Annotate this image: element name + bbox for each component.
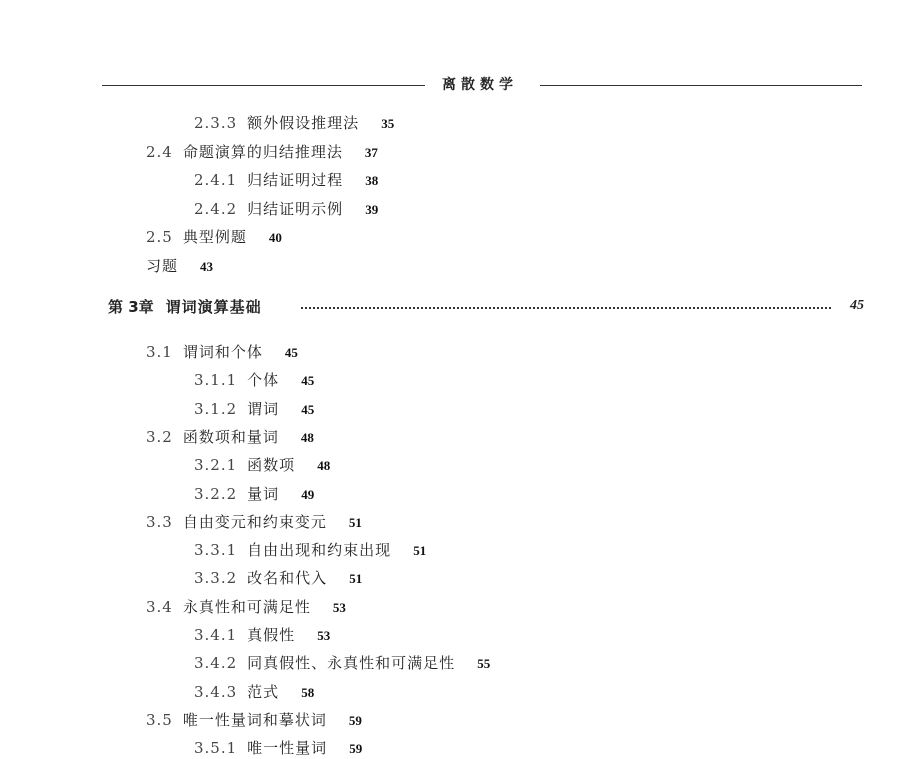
toc-entry[interactable] — [194, 169, 378, 191]
toc-entry-page: 48 — [300, 429, 314, 445]
toc-entry[interactable] — [194, 112, 394, 134]
toc-entry-title: 永真性和可满足性 — [182, 597, 311, 616]
toc-entry-title: 谓词和个体 — [182, 343, 263, 361]
running-header — [102, 74, 862, 96]
toc-entry-number: 3.1.2 — [194, 399, 238, 418]
toc-entry[interactable] — [194, 454, 330, 476]
toc-entry-page: 51 — [348, 514, 362, 530]
toc-entry-title: 唯一性量词 — [247, 739, 328, 758]
toc-entry-number: 3.2.2 — [194, 484, 238, 503]
toc-entry-number: 3.2 — [146, 427, 173, 446]
toc-entry-number: 2.4.1 — [194, 171, 238, 190]
toc-entry-title: 唯一性量词和摹状词 — [182, 710, 327, 729]
toc-entry-number: 3.1.1 — [194, 371, 238, 390]
toc-entry-title: 谓词 — [247, 399, 280, 418]
toc-entry-page: 48 — [317, 458, 331, 474]
toc-entry-title: 函数项和量词 — [182, 427, 279, 446]
toc-entry-page: 45 — [284, 345, 298, 360]
toc-entry-number: 3.4 — [146, 597, 173, 616]
toc-entry-number: 2.3.3 — [194, 114, 238, 132]
toc-entry[interactable] — [194, 198, 378, 220]
toc-entry-title: 量词 — [247, 484, 280, 503]
toc-entry-number: 2.5 — [146, 228, 173, 247]
toc-entry-number: 3.3 — [146, 512, 173, 531]
toc-entry-number: 3.4.1 — [194, 626, 238, 644]
toc-entry-number: 3.5 — [146, 710, 173, 729]
toc-entry[interactable] — [194, 398, 314, 420]
toc-entry[interactable] — [194, 369, 314, 391]
toc-entry[interactable] — [194, 737, 362, 759]
toc-entry-page: 53 — [332, 599, 346, 615]
toc-entry[interactable] — [146, 709, 362, 731]
chapter-title: 谓词演算基础 — [165, 298, 262, 316]
toc-entry[interactable] — [146, 341, 298, 363]
toc-entry[interactable] — [146, 426, 314, 448]
chapter-page-number: 45 — [850, 298, 864, 313]
toc-entry-page: 55 — [477, 656, 491, 672]
toc-entry-title: 归结证明示例 — [247, 199, 344, 218]
toc-entry-page: 43 — [200, 259, 214, 274]
toc-entry-page: 51 — [349, 571, 363, 587]
header-title: 离散数学 — [442, 77, 518, 93]
toc-entry-page: 38 — [365, 173, 379, 189]
toc-entry[interactable] — [194, 681, 314, 703]
toc-entry-title: 函数项 — [247, 456, 296, 475]
toc-entry-page: 45 — [301, 401, 315, 417]
toc-entry-page: 58 — [301, 684, 315, 700]
toc-entry-title: 自由变元和约束变元 — [182, 512, 327, 531]
toc-entry-number: 3.1 — [146, 343, 173, 361]
toc-entry[interactable] — [146, 596, 346, 618]
chapter-heading[interactable] — [108, 296, 868, 320]
toc-entry-page: 45 — [301, 373, 315, 389]
toc-entry-title: 范式 — [247, 682, 280, 701]
toc-entry-number: 2.4 — [146, 142, 173, 161]
toc-entry-page: 53 — [317, 628, 331, 643]
toc-entry[interactable] — [194, 624, 330, 646]
toc-entry-title: 典型例题 — [182, 228, 247, 247]
toc-entry[interactable] — [146, 511, 362, 533]
toc-entry-page: 35 — [381, 116, 395, 131]
header-rule-left — [102, 85, 425, 86]
toc-entry-title: 自由出现和约束出现 — [247, 541, 392, 560]
toc-entry[interactable] — [194, 567, 362, 589]
chapter-label: 第 3章 — [108, 298, 154, 316]
toc-entry-number: 3.4.2 — [194, 654, 238, 673]
toc-entry-title: 归结证明过程 — [247, 171, 344, 190]
toc-entry-title: 改名和代入 — [247, 569, 328, 588]
toc-entry-number: 3.3.2 — [194, 569, 238, 588]
toc-entry-page: 51 — [413, 543, 427, 559]
toc-entry-number: 3.5.1 — [194, 739, 238, 758]
toc-entry-page: 40 — [268, 230, 282, 246]
toc-entry-number: 3.3.1 — [194, 541, 238, 560]
toc-entry-page: 59 — [348, 712, 362, 728]
toc-entry-page: 39 — [365, 201, 379, 217]
toc-entry-title: 同真假性、永真性和可满足性 — [247, 654, 456, 673]
toc-entry-page: 37 — [364, 144, 378, 160]
toc-entry-title: 个体 — [247, 371, 280, 390]
toc-entry[interactable] — [194, 652, 490, 674]
toc-entry-title: 命题演算的归结推理法 — [182, 142, 343, 161]
toc-entry-page: 59 — [349, 741, 363, 757]
toc-entry-title: 额外假设推理法 — [247, 114, 360, 132]
header-rule-right — [540, 85, 862, 86]
toc-entry-title: 真假性 — [247, 626, 296, 644]
toc-entry[interactable] — [146, 255, 213, 277]
toc-entry[interactable] — [146, 226, 282, 248]
toc-entry-number: 3.2.1 — [194, 456, 238, 475]
toc-entry-number: 3.4.3 — [194, 682, 238, 701]
leader-dots — [301, 307, 831, 309]
toc-entry-page: 49 — [301, 486, 315, 502]
toc-entry[interactable] — [194, 539, 426, 561]
toc-entry[interactable] — [194, 483, 314, 505]
toc-entry[interactable] — [146, 141, 378, 163]
toc-entry-number: 2.4.2 — [194, 199, 238, 218]
toc-entry-title: 习题 — [146, 257, 179, 275]
